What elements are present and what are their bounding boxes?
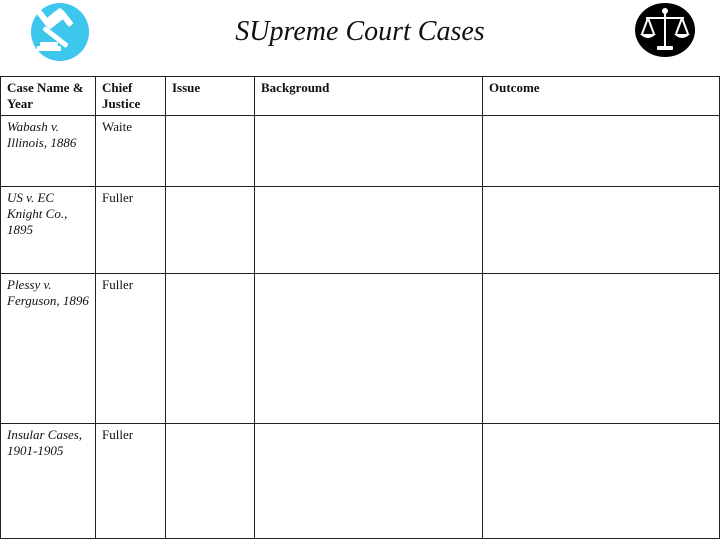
table-header-row xyxy=(1,77,720,116)
background-cell[interactable] xyxy=(255,274,483,424)
outcome-cell[interactable] xyxy=(483,116,720,187)
background-cell[interactable] xyxy=(255,116,483,187)
background-cell[interactable] xyxy=(255,424,483,539)
outcome-cell[interactable] xyxy=(483,424,720,539)
chief-justice-cell: Fuller xyxy=(96,187,166,274)
scales-of-justice-icon xyxy=(634,2,696,58)
chief-justice-cell: Fuller xyxy=(96,424,166,539)
chief-justice-cell: Fuller xyxy=(96,274,166,424)
header-chief-justice: Chief Justice xyxy=(96,77,166,116)
issue-cell[interactable] xyxy=(166,274,255,424)
outcome-cell[interactable] xyxy=(483,187,720,274)
issue-cell[interactable] xyxy=(166,187,255,274)
case-name-cell: US v. EC Knight Co., 1895 xyxy=(1,187,96,274)
table-row xyxy=(1,424,720,539)
background-cell[interactable] xyxy=(255,187,483,274)
case-name-cell: Wabash v. Illinois, 1886 xyxy=(1,116,96,187)
table-row xyxy=(1,187,720,274)
table-row xyxy=(1,116,720,187)
header-background: Background xyxy=(255,77,483,116)
case-name-cell: Plessy v. Ferguson, 1896 xyxy=(1,274,96,424)
case-name-cell: Insular Cases, 1901-1905 xyxy=(1,424,96,539)
chief-justice-cell: Waite xyxy=(96,116,166,187)
cases-table xyxy=(0,76,720,539)
issue-cell[interactable] xyxy=(166,116,255,187)
issue-cell[interactable] xyxy=(166,424,255,539)
header-case-name: Case Name & Year xyxy=(1,77,96,116)
page-title: SUpreme Court Cases xyxy=(235,16,485,47)
outcome-cell[interactable] xyxy=(483,274,720,424)
header-outcome: Outcome xyxy=(483,77,720,116)
header-issue: Issue xyxy=(166,77,255,116)
table-row xyxy=(1,274,720,424)
